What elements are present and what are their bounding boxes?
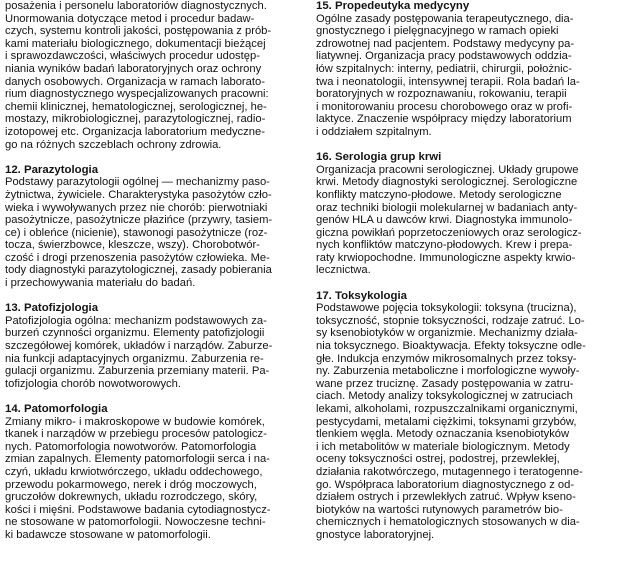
body-line: Zmiany mikro- i makroskopowe w budowie komórek, <box>5 415 265 428</box>
body-line: czość i drogi przenoszenia pasożytów człowieka. Me- <box>5 251 270 264</box>
body-line: wane przez truciznę. Zasady postępowania w zatru- <box>316 377 574 390</box>
body-line: biotyków na wartości rutynowych parametrów bio- <box>316 503 563 516</box>
body-line: pasożytnicze, pasożytnicze płazińce (przywry, tasiem- <box>5 214 273 227</box>
body-line: laktyce. Znaczenie współpracy między laboratorium <box>316 113 572 126</box>
body-line: ny. Zaburzenia metaboliczne i morfologiczne wywoły- <box>316 365 580 378</box>
body-line: tofizjologia chorób nowotworowych. <box>5 377 181 390</box>
body-line: zmian zapalnych. Elementy patomorfologii serca i na- <box>5 453 270 466</box>
body-line: twa i neonatologii, intensywnej terapii. Rola badań la- <box>316 75 580 88</box>
body-line: izotopowej etc. Organizacja laboratorium medyczne- <box>5 125 265 138</box>
body-line: pestycydami, metalami ciężkimi, toksynami grzybów, <box>316 415 577 428</box>
body-line: toksyczność, stopnie toksyczności, rodzaje zatruć. Lo- <box>316 314 585 327</box>
body-line: Unormowania dotyczące metod i procedur badaw- <box>5 12 255 25</box>
section-heading: 16. Serologia grup krwi <box>316 151 442 164</box>
body-line: kami materiału biologicznego, dokumentacji bieżącej <box>5 37 266 50</box>
body-line: ce) i obleńce (nicienie), stawonogi pasożytnicze (roz- <box>5 226 268 239</box>
body-line: burzeń czynności organizmu. Elementy patofizjologii <box>5 327 265 340</box>
body-line: żytnictwa, żywiciele. Charakterystyka pasożytów czło- <box>5 188 272 201</box>
body-line: działania rakotwórczego, mutagennego i teratogenne- <box>316 465 583 478</box>
body-line: raty krwiopochodne. Immunologiczne aspekty krwio- <box>316 251 576 264</box>
body-line: czyń, układu krwiotwórczego, układu oddechowego, <box>5 465 263 478</box>
body-line: nia funkcji adaptacyjnych organizmu. Zaburzenia re- <box>5 352 264 365</box>
body-line: liatywnej. Organizacja pracy podstawowych oddzia- <box>316 50 572 63</box>
section-heading: 13. Patofizjologia <box>5 302 99 315</box>
body-line: nych. Patomorfologia nowotworów. Patomorfologia <box>5 440 257 453</box>
body-line: przewodu pokarmowego, nerek i dróg moczowych, <box>5 478 257 491</box>
section-serologia-grup-krwi <box>316 151 616 277</box>
section-laboratory-organization <box>5 0 305 151</box>
body-line: zdrowotnej nad pacjentem. Podstawy medycyny pa- <box>316 37 575 50</box>
body-line: tocza, świerzbowce, kleszcze, wszy). Chorobotwór- <box>5 239 260 252</box>
body-line: i przechowywania materiału do badań. <box>5 277 196 290</box>
right-column <box>316 0 616 542</box>
body-line: niania wyników badań laboratoryjnych oraz ochrony <box>5 62 262 75</box>
body-line: gnostyce laboratoryjnej. <box>316 528 435 541</box>
section-heading: 15. Propedeutyka medycyny <box>316 0 470 12</box>
body-line: ki badawcze stosowane w patomorfologii. <box>5 528 211 541</box>
body-line: głe. Indukcja enzymów mikrosomalnych przez toksy- <box>316 352 577 365</box>
section-toksykologia <box>316 290 616 542</box>
body-line: oraz techniki biologii molekularnej w badaniach anty- <box>316 201 578 214</box>
body-line: kości i mięśni. Podstawowe badania cytodiagnostycz- <box>5 503 271 516</box>
body-line: tkanek i narządów w przebiegu procesów patologicz- <box>5 428 267 441</box>
body-line: mostazy, mikrobiologicznej, parazytologicznej, radio- <box>5 113 266 126</box>
body-line: lecznictwa. <box>316 264 371 277</box>
body-line: giczna powikłań poprzetoczeniowych oraz serologicz- <box>316 226 582 239</box>
body-line: nia toksycznego. Bioaktywacja. Efekty toksyczne odle- <box>316 340 586 353</box>
body-line: działem ostrych i przewlekłych zatruć. Wpływ kseno- <box>316 491 576 504</box>
body-line: gulacji organizmu. Zaburzenia przemiany materii. Pa- <box>5 365 270 378</box>
body-line: genów HLA u dawców krwi. Diagnostyka immunolo- <box>316 214 573 227</box>
section-heading: 14. Patomorfologia <box>5 403 108 415</box>
body-line: rium diagnostycznego wyspecjalizowanych pracowni: <box>5 88 269 101</box>
body-line: i monitorowaniu procesu chorobowego oraz w profi- <box>316 100 573 113</box>
body-line: Podstawy parazytologii ogólnej — mechanizmy paso- <box>5 176 270 189</box>
left-column <box>5 0 305 542</box>
body-line: i ich metabolitów w materiale biologicznym. Metody <box>316 440 570 453</box>
body-line: szczegółowej komórek, układów i narządów. Zaburze- <box>5 340 273 353</box>
body-line: oceny toksyczności ostrej, podostrej, przewlekłej, <box>316 453 560 466</box>
body-line: Podstawowe pojęcia toksykologii: toksyna (trucizna), <box>316 302 577 315</box>
body-line: Patofizjologia ogólna: mechanizm podstawowych za- <box>5 314 267 327</box>
body-line: konflikty matczyno-płodowe. Metody serologiczne <box>316 188 562 201</box>
body-line: Organizacja pracowni serologicznej. Układy grupowe <box>316 163 579 176</box>
section-spacer <box>316 277 616 290</box>
body-line: wieka i wywoływanych przez nie chorób: pierwotniaki <box>5 201 268 214</box>
body-line: tody diagnostyki parazytologicznej, zasady pobierania <box>5 264 272 277</box>
body-line: go. Współpraca laboratorium diagnostycznego z od- <box>316 478 575 491</box>
section-parazytologia <box>5 164 305 290</box>
body-line: go na różnych szczeblach ochrony zdrowia. <box>5 138 222 151</box>
body-line: boratoryjnych w rozpoznawaniu, rokowaniu, terapii <box>316 88 567 101</box>
section-propedeutyka-medycyny <box>316 0 616 139</box>
body-line: i oddziałem szpitalnym. <box>316 125 432 138</box>
section-spacer <box>5 290 305 303</box>
body-line: tlenkiem węgla. Metody oznaczania ksenobiotyków <box>316 428 570 441</box>
body-line: ciach. Metody analizy toksykologicznej w zatruciach <box>316 390 573 403</box>
body-line: chemicznych i hematologicznych stosowanych w dia- <box>316 516 580 529</box>
section-heading: 12. Parazytologia <box>5 163 99 176</box>
body-line: gruczołów dokrewnych, układu rozrodczego, skóry, <box>5 491 258 504</box>
body-line: ne stosowane w patomorfologii. Nowoczesne techni- <box>5 516 266 529</box>
section-heading: 17. Toksykologia <box>316 289 407 302</box>
section-spacer <box>5 151 305 164</box>
body-line: łów szpitalnych: interny, pediatrii, chirurgii, położnic- <box>316 62 572 75</box>
body-line: posażenia i personelu laboratoriów diagnostycznych. <box>5 0 267 12</box>
body-line: gnostycznego i pielęgnacyjnego w ramach opieki <box>316 25 559 38</box>
section-spacer <box>5 390 305 403</box>
body-line: i sprawozdawczości, właściwych procedur udostęp- <box>5 50 260 63</box>
body-line: czych, systemu kontroli jakości, postępowania z prób- <box>5 25 272 38</box>
body-line: sy ksenobiotyków w organizmie. Mechanizmy działa- <box>316 327 578 340</box>
section-spacer <box>316 139 616 152</box>
body-line: danych osobowych. Organizacja w ramach laborato- <box>5 75 265 88</box>
body-line: Ogólne zasady postępowania terapeutycznego, dia- <box>316 12 574 25</box>
body-line: lekami, alkoholami, rozpuszczalnikami organicznymi, <box>316 403 578 415</box>
body-line: nych konfliktów matczyno-płodowych. Krew i prepa- <box>316 239 573 252</box>
body-line: krwi. Metody diagnostyki serologicznej. Serologiczne <box>316 176 578 189</box>
section-patomorfologia <box>5 403 305 542</box>
section-patofizjologia <box>5 302 305 390</box>
body-line: chemii klinicznej, hematologicznej, serologicznej, he- <box>5 100 267 113</box>
